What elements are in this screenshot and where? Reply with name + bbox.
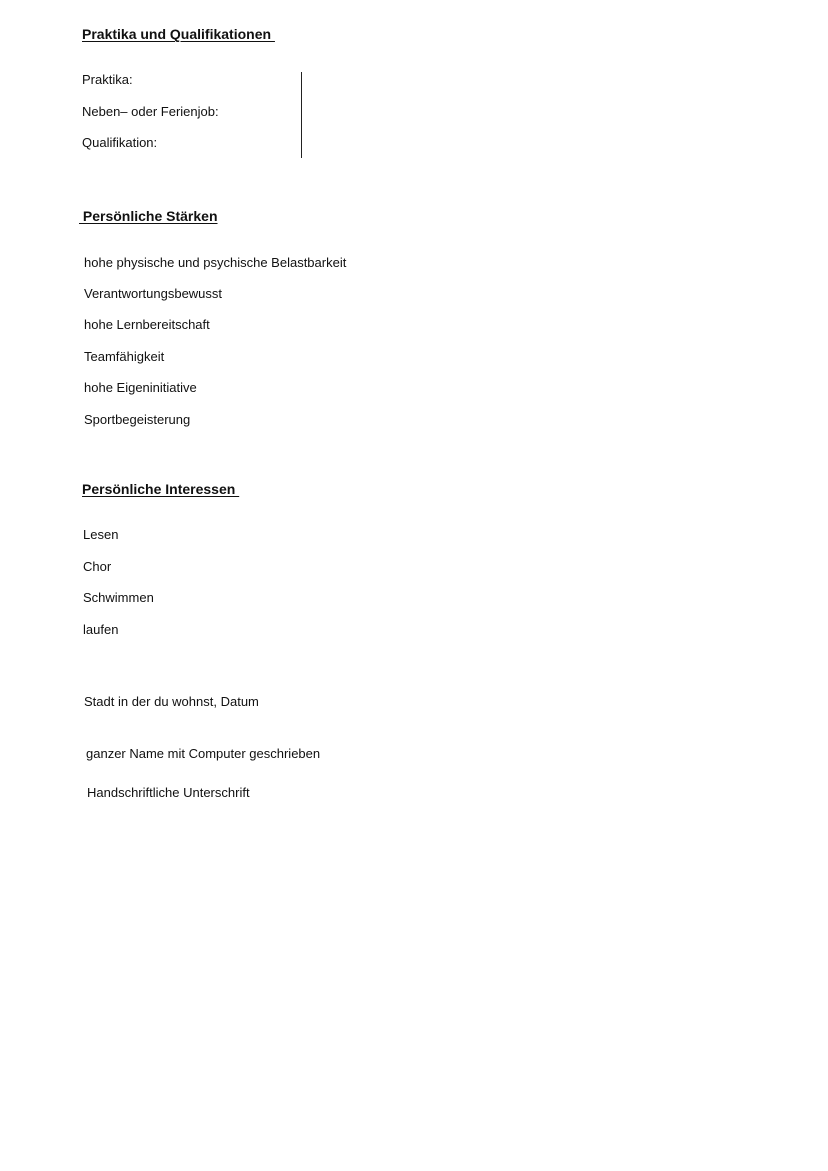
list-item-staerke: hohe physische und psychische Belastbarkeit: [84, 255, 347, 270]
heading-praktika-qualifikationen: Praktika und Qualifikationen: [82, 26, 275, 42]
label-qualifikation: Qualifikation:: [82, 135, 158, 150]
list-item-interesse: Chor: [83, 559, 112, 574]
list-item-staerke: hohe Lernbereitschaft: [84, 317, 210, 332]
list-item-interesse: Lesen: [83, 527, 119, 542]
full-name-line: ganzer Name mit Computer geschrieben: [86, 746, 321, 761]
list-item-staerke: hohe Eigeninitiative: [84, 380, 197, 395]
list-item-staerke: Sportbegeisterung: [84, 412, 191, 427]
signature-line: Handschriftliche Unterschrift: [87, 785, 250, 800]
list-item-staerke: Teamfähigkeit: [84, 349, 165, 364]
column-divider: [301, 72, 302, 158]
label-praktika: Praktika:: [82, 72, 133, 87]
list-item-staerke: Verantwortungsbewusst: [84, 286, 223, 301]
heading-persoenliche-interessen: Persönliche Interessen: [82, 481, 240, 497]
label-nebenjob: Neben– oder Ferienjob:: [82, 104, 219, 119]
place-date-line: Stadt in der du wohnst, Datum: [84, 694, 259, 709]
list-item-interesse: laufen: [83, 622, 119, 637]
heading-persoenliche-staerken: Persönliche Stärken: [79, 208, 218, 224]
list-item-interesse: Schwimmen: [83, 590, 154, 605]
